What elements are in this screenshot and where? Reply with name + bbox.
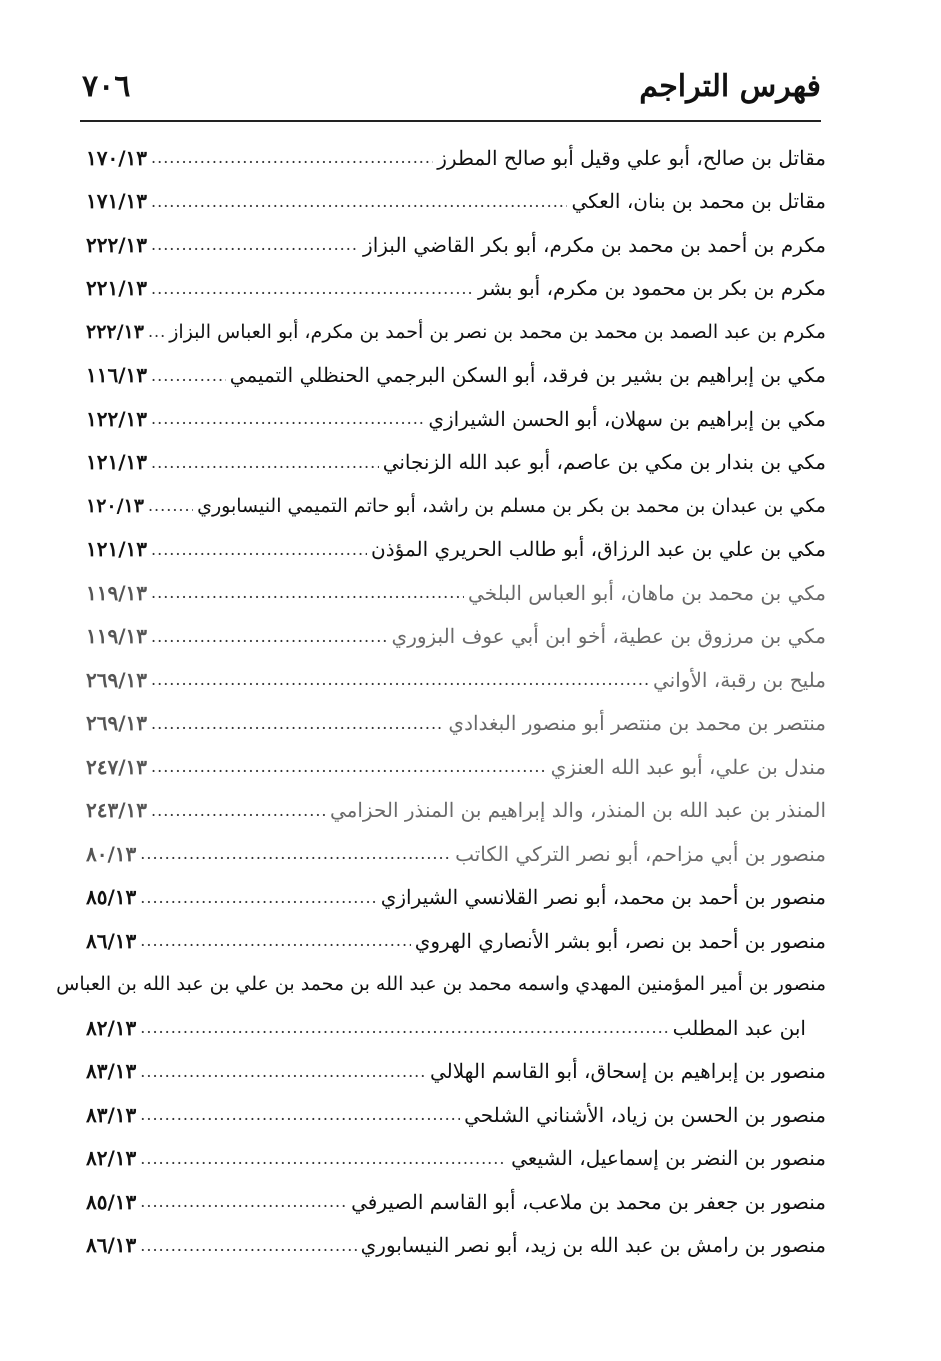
entry-name: منصور بن أمير المؤمنين المهدي واسمه محمد بن عبد الله بن محمد بن علي بن عبد الله بن العباس xyxy=(56,973,826,996)
index-entry xyxy=(56,963,826,1007)
entry-reference: ٨٢/١٣ xyxy=(86,1015,137,1040)
index-entry xyxy=(86,1050,826,1094)
dot-leader xyxy=(140,1149,507,1168)
dot-leader xyxy=(151,627,388,646)
dot-leader xyxy=(151,453,379,472)
dot-leader xyxy=(140,931,410,950)
dot-leader xyxy=(151,148,433,167)
entry-name: مقاتل بن صالح، أبو علي وقيل أبو صالح المطرز xyxy=(437,145,826,170)
index-entry xyxy=(86,441,826,485)
entry-reference: ١٢١/١٣ xyxy=(86,450,148,475)
dot-leader xyxy=(140,1018,668,1037)
dot-leader xyxy=(151,192,567,211)
index-entry xyxy=(86,223,826,267)
entry-name: مكي بن إبراهيم بن سهلان، أبو الحسن الشيرازي xyxy=(428,406,826,431)
entry-name: مقاتل بن محمد بن بنان، العكي xyxy=(571,189,826,214)
entry-reference: ٢٢٢/١٣ xyxy=(86,320,144,343)
entry-reference: ١١٦/١٣ xyxy=(86,363,148,388)
dot-leader xyxy=(140,1105,460,1124)
index-entry xyxy=(86,571,826,615)
entry-reference: ٨٦/١٣ xyxy=(86,1233,137,1258)
index-entry xyxy=(86,354,826,398)
dot-leader xyxy=(151,801,326,820)
dot-leader xyxy=(140,1236,356,1255)
dot-leader xyxy=(151,409,424,428)
entry-reference: ٢٤٧/١٣ xyxy=(86,754,148,779)
entry-name: مندل بن علي، أبو عبد الله العنزي xyxy=(550,754,826,779)
dot-leader xyxy=(151,714,444,733)
index-entry xyxy=(86,484,826,528)
index-entry xyxy=(86,1137,826,1181)
entry-reference: ٢٢٢/١٣ xyxy=(86,232,148,257)
index-entry xyxy=(86,1180,826,1224)
entry-name: منصور بن أحمد بن نصر، أبو بشر الأنصاري الهروي xyxy=(414,928,826,953)
entry-reference: ٨٦/١٣ xyxy=(86,928,137,953)
index-entry xyxy=(86,267,826,311)
entry-name: المنذر بن عبد الله بن المنذر، والد إبراهيم بن المنذر الحزامي xyxy=(329,798,826,823)
page-header xyxy=(82,60,821,112)
dot-leader xyxy=(151,757,547,776)
entry-name: مكي بن محمد بن ماهان، أبو العباس البلخي xyxy=(468,580,826,605)
page-number: ٧٠٦ xyxy=(82,68,131,104)
entry-reference: ٨٥/١٣ xyxy=(86,1189,137,1214)
entry-reference: ٨٠/١٣ xyxy=(86,841,137,866)
index-entry xyxy=(86,615,826,659)
index-entry xyxy=(86,528,826,572)
dot-leader xyxy=(151,540,367,559)
entry-name: مكرم بن عبد الصمد بن محمد بن محمد بن نصر بن أحمد بن مكرم، أبو العباس البزاز xyxy=(169,320,826,343)
index-entry xyxy=(86,310,826,354)
entry-name: مكي بن إبراهيم بن بشير بن فرقد، أبو السكن البرجمي الحنظلي التميمي xyxy=(229,363,826,388)
index-entry xyxy=(86,397,826,441)
index-entry xyxy=(86,1224,826,1268)
dot-leader xyxy=(140,1192,347,1211)
index-entry xyxy=(86,789,826,833)
index-entry xyxy=(86,702,826,746)
entry-name: مكي بن علي بن عبد الرزاق، أبو طالب الحريري المؤذن xyxy=(371,537,826,562)
entry-name: مكي بن مرزوق بن عطية، أخو ابن أبي عوف البزوري xyxy=(391,624,826,649)
dot-leader xyxy=(151,235,359,254)
index-entry xyxy=(86,876,826,920)
entry-name: منصور بن أحمد بن محمد، أبو نصر القلانسي الشيرازي xyxy=(380,885,826,910)
entry-reference: ١٢١/١٣ xyxy=(86,537,148,562)
entry-name: منصور بن الحسن بن زياد، الأشناني الشلحي xyxy=(464,1102,826,1127)
entry-name: مكي بن عبدان بن محمد بن بكر بن مسلم بن راشد، أبو حاتم التميمي النيسابوري xyxy=(197,494,826,517)
index-entry xyxy=(86,919,826,963)
entry-name: مكرم بن بكر بن محمود بن مكرم، أبو بشر xyxy=(477,276,826,301)
index-entry xyxy=(86,745,826,789)
dot-leader xyxy=(148,496,193,515)
entry-name: منصور بن جعفر بن محمد بن ملاعب، أبو القاسم الصيرفي xyxy=(351,1189,826,1214)
index-list xyxy=(56,136,826,1267)
entry-reference: ٢٦٩/١٣ xyxy=(86,667,148,692)
entry-reference: ١٢٢/١٣ xyxy=(86,406,148,431)
dot-leader xyxy=(151,279,474,298)
entry-name: منصور بن رامش بن عبد الله بن زيد، أبو نصر النيسابوري xyxy=(360,1233,826,1258)
entry-name: منصور بن أبي مزاحم، أبو نصر التركي الكاتب xyxy=(455,841,826,866)
entry-reference: ٨٣/١٣ xyxy=(86,1102,137,1127)
entry-name: مكرم بن أحمد بن محمد بن مكرم، أبو بكر القاضي البزاز xyxy=(363,232,826,257)
header-rule xyxy=(80,120,821,122)
index-entry xyxy=(86,180,826,224)
entry-reference: ١٢٠/١٣ xyxy=(86,494,144,517)
dot-leader xyxy=(148,322,165,341)
entry-reference: ١١٩/١٣ xyxy=(86,624,148,649)
entry-name: منتصر بن محمد بن منتصر أبو منصور البغدادي xyxy=(448,711,826,736)
entry-reference: ١٧٠/١٣ xyxy=(86,145,148,170)
entry-name: منصور بن النضر بن إسماعيل، الشيعي xyxy=(511,1146,826,1171)
entry-name: مليح بن رقبة، الأواني xyxy=(653,667,826,692)
entry-name-continuation: ابن عبد المطلب xyxy=(672,1015,806,1040)
dot-leader xyxy=(140,844,451,863)
index-entry xyxy=(86,1093,826,1137)
entry-reference: ٨٥/١٣ xyxy=(86,885,137,910)
entry-reference: ١٧١/١٣ xyxy=(86,189,148,214)
dot-leader xyxy=(140,888,376,907)
dot-leader xyxy=(151,670,649,689)
index-entry xyxy=(86,658,826,702)
entry-reference: ٨٢/١٣ xyxy=(86,1146,137,1171)
dot-leader xyxy=(140,1062,426,1081)
entry-reference: ٢٢١/١٣ xyxy=(86,276,148,301)
dot-leader xyxy=(151,366,226,385)
entry-reference: ١١٩/١٣ xyxy=(86,580,148,605)
index-entry xyxy=(86,136,826,180)
page-title: فهرس التراجم xyxy=(639,68,821,104)
entry-name: مكي بن بندار بن مكي بن عاصم، أبو عبد الله الزنجاني xyxy=(382,450,826,475)
dot-leader xyxy=(151,583,464,602)
entry-reference: ٢٤٣/١٣ xyxy=(86,798,148,823)
entry-reference: ٢٦٩/١٣ xyxy=(86,711,148,736)
index-entry xyxy=(86,832,826,876)
entry-name: منصور بن إبراهيم بن إسحاق، أبو القاسم الهلالي xyxy=(429,1059,826,1084)
entry-reference: ٨٣/١٣ xyxy=(86,1059,137,1084)
index-entry-continuation xyxy=(86,1006,826,1050)
